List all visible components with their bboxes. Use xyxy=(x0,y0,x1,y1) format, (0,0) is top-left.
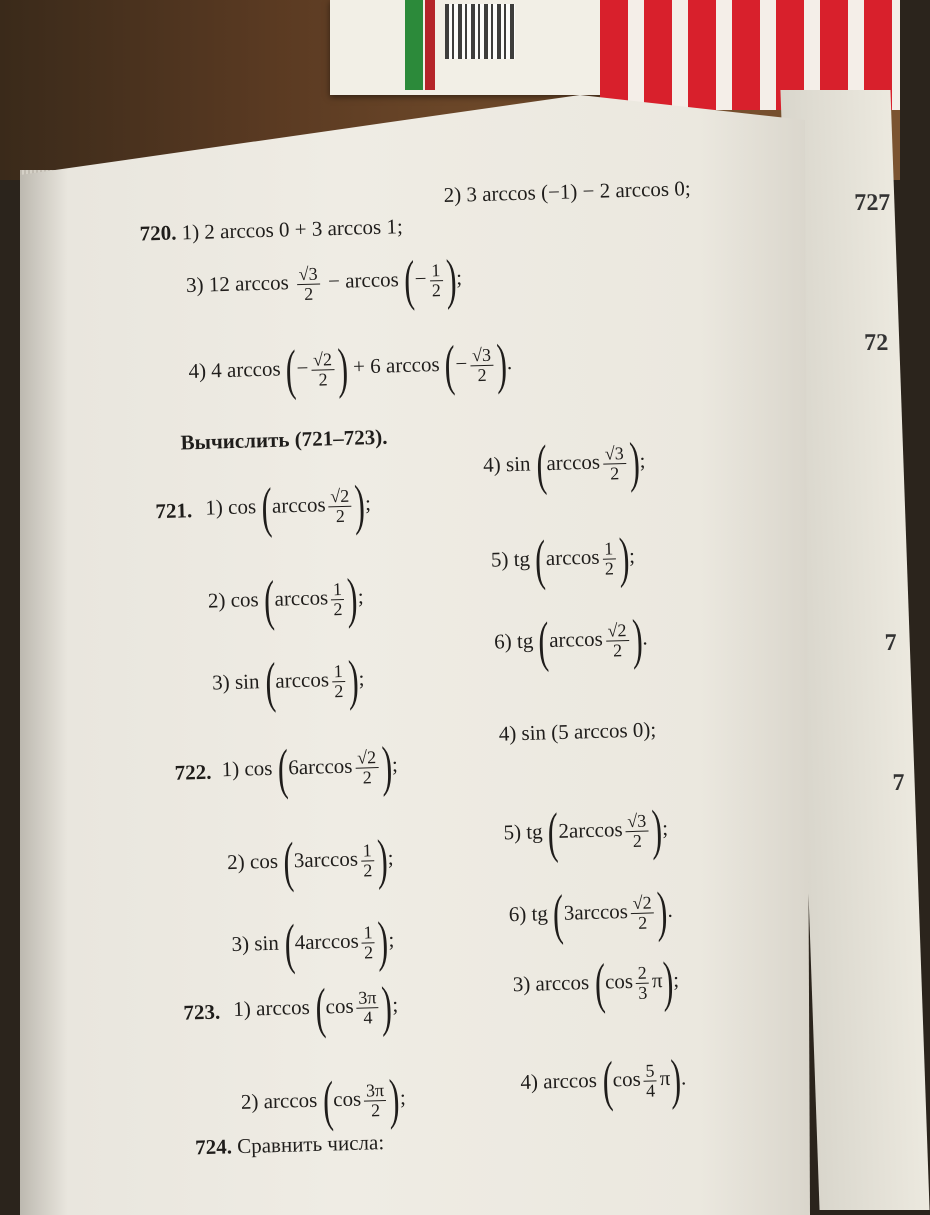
right-paren: ) xyxy=(631,608,644,671)
expr-prefix: 4) arccos xyxy=(520,1067,598,1095)
exercise-number: 721. xyxy=(155,498,193,524)
left-paren: ( xyxy=(537,611,550,674)
expr-prefix: 2) arccos xyxy=(240,1087,318,1114)
fraction xyxy=(328,486,352,525)
numerator: √3 xyxy=(603,444,626,465)
exercise-722-item6 xyxy=(508,881,673,947)
exercise-724 xyxy=(195,1132,384,1158)
left-paren: ( xyxy=(444,334,457,398)
exercise-text: Сравнить числа: xyxy=(236,1130,385,1159)
left-paren: ( xyxy=(282,831,295,894)
exercise-number: 722. xyxy=(174,759,212,785)
expr-end: . xyxy=(641,625,648,650)
exercise-722-item2 xyxy=(226,828,395,894)
fraction xyxy=(296,264,320,303)
expr-prefix: 6) tg xyxy=(493,628,534,654)
right-paren: ) xyxy=(661,950,674,1014)
left-paren: ( xyxy=(534,529,547,592)
expr-prefix: 3) 12 arccos xyxy=(185,270,290,298)
right-paren: ) xyxy=(628,431,641,494)
denominator: 4 xyxy=(363,1006,373,1028)
fraction xyxy=(311,350,335,389)
numerator: 3π xyxy=(364,1081,387,1101)
left-paren: ( xyxy=(593,952,606,1016)
numerator: 1 xyxy=(331,580,345,600)
expr-end: ; xyxy=(388,927,395,952)
expr-end: ; xyxy=(357,584,364,609)
fraction xyxy=(356,988,379,1027)
numerator: √2 xyxy=(311,350,334,371)
fraction xyxy=(643,1061,657,1100)
fraction xyxy=(603,444,627,483)
expr-end: ; xyxy=(387,845,394,870)
numerator: 5 xyxy=(643,1061,657,1081)
fraction xyxy=(360,841,374,880)
expr-prefix: 5) tg xyxy=(503,819,543,845)
fraction xyxy=(602,539,616,578)
denominator: 2 xyxy=(363,941,374,963)
fraction xyxy=(470,345,494,384)
denominator: 2 xyxy=(303,283,314,304)
expr-inner: cos xyxy=(332,1086,362,1112)
left-paren: ( xyxy=(601,1050,614,1113)
expr-end: . xyxy=(680,1065,687,1090)
denominator: 2 xyxy=(318,368,328,390)
left-paren: ( xyxy=(552,883,565,947)
fraction xyxy=(636,963,650,1002)
exercise-721-item5 xyxy=(490,526,636,592)
denominator: 2 xyxy=(362,766,372,788)
numerator: √2 xyxy=(605,621,628,642)
left-paren: ( xyxy=(285,339,298,402)
right-paren: ) xyxy=(347,649,360,712)
fraction xyxy=(625,811,649,850)
right-paren: ) xyxy=(650,799,663,862)
expr-end: ; xyxy=(455,265,463,290)
exercise-722-item3 xyxy=(231,910,395,976)
denominator: 2 xyxy=(363,859,373,881)
right-paren: ) xyxy=(656,881,669,944)
denominator: 4 xyxy=(645,1079,656,1101)
denominator: 2 xyxy=(604,557,615,579)
numerator: 1 xyxy=(361,923,375,943)
expr-inner: arccos xyxy=(545,544,600,571)
numerator: √2 xyxy=(328,486,351,507)
expr-prefix: 5) tg xyxy=(490,546,531,572)
expr-end: . xyxy=(667,897,673,922)
expr-inner: 2arccos xyxy=(558,817,623,843)
exercise-722-item5 xyxy=(503,799,669,865)
right-paren: ) xyxy=(495,333,508,396)
expr-prefix: 6) tg xyxy=(508,901,549,927)
expr-inner: 3arccos xyxy=(563,898,629,925)
fraction xyxy=(605,621,629,660)
expr-middle: − arccos xyxy=(327,267,400,294)
expr-prefix: 1) arccos xyxy=(233,994,311,1022)
fraction xyxy=(361,923,375,962)
expr-post: π xyxy=(659,1065,671,1091)
exercise-720-part3: 3) 12 arccos $\frac{√3}{2}$ − arccos (− $\frac{1}{2}$ ); xyxy=(185,248,463,313)
denominator: 2 xyxy=(333,598,343,619)
left-paren: ( xyxy=(321,1070,334,1133)
numerator: 1 xyxy=(331,662,345,682)
fraction xyxy=(331,580,345,619)
expr-inner: arccos xyxy=(548,626,604,653)
left-paren: ( xyxy=(260,476,273,540)
denominator: 3 xyxy=(638,982,648,1003)
expr-end: ; xyxy=(391,752,399,777)
right-page-number: 7 xyxy=(892,770,906,796)
expr-inner: 6arccos xyxy=(287,753,353,780)
numerator: √3 xyxy=(296,264,319,285)
expr-prefix: 2) cos xyxy=(207,587,259,613)
right-paren: ) xyxy=(388,1068,401,1131)
numerator: √3 xyxy=(625,811,648,832)
right-page-number: 72 xyxy=(863,330,889,356)
expr-end: . xyxy=(506,349,513,375)
expr-prefix: 4) 4 arccos xyxy=(188,356,281,384)
expr-end: ; xyxy=(628,543,636,568)
right-paren: ) xyxy=(444,248,457,311)
numerator: √3 xyxy=(470,345,493,366)
exercise-720-part2: 2) 3 arccos (−1) − 2 arccos 0; xyxy=(443,176,691,208)
denominator: 2 xyxy=(431,279,442,300)
expr-prefix: 2) cos xyxy=(226,848,279,875)
denominator: 2 xyxy=(334,680,344,701)
exercise-721-item6 xyxy=(493,608,648,674)
exercise-721-item4 xyxy=(482,431,647,497)
left-paren: ( xyxy=(263,569,276,633)
exercise-723-item4 xyxy=(520,1048,687,1113)
denominator: 2 xyxy=(612,639,623,660)
exercise-number: 724. xyxy=(194,1134,233,1160)
exercise-721-item3 xyxy=(211,649,365,715)
exercise-number: 723. xyxy=(183,999,221,1025)
expr-end: ; xyxy=(672,967,680,992)
right-paren: ) xyxy=(380,735,393,798)
expr-inner: arccos xyxy=(275,667,330,693)
fraction xyxy=(630,893,654,932)
denominator: 2 xyxy=(477,364,487,385)
exercise-723-item3 xyxy=(512,950,680,1016)
right-page-number: 727 xyxy=(853,190,891,216)
section-heading: Вычислить (721–723). xyxy=(180,424,388,455)
left-paren: ( xyxy=(264,651,277,715)
numerator: 1 xyxy=(602,539,616,559)
expr-prefix: 1) cos xyxy=(204,494,257,520)
left-paren: ( xyxy=(547,802,560,865)
expr-prefix: 1) cos xyxy=(221,755,273,782)
right-paren: ) xyxy=(617,526,630,590)
right-paren: ) xyxy=(381,975,394,1039)
fraction xyxy=(355,748,379,787)
expr-inner: 4arccos xyxy=(294,928,360,955)
numerator: 1 xyxy=(429,261,443,281)
expr-inner: cos xyxy=(612,1066,642,1092)
exercise-723-item1 xyxy=(233,975,399,1040)
exercise-720-part4: 4) 4 arccos (− $\frac{√2}{2}$ ) + 6 arccos (− $\frac{√3}{2}$ ). xyxy=(188,333,513,402)
numerator: √2 xyxy=(630,893,653,914)
expr-prefix: 3) arccos xyxy=(512,970,590,997)
numerator: 3π xyxy=(356,988,379,1008)
expr-inner: arccos xyxy=(271,492,326,518)
expr-inner: 3arccos xyxy=(293,846,359,873)
exercise-part: 1) 2 arccos 0 + 3 arccos 1; xyxy=(181,214,404,245)
exercise-721-item1 xyxy=(204,474,372,540)
numerator: √2 xyxy=(355,748,378,769)
expr-end: ; xyxy=(639,448,646,473)
numerator: 2 xyxy=(636,963,650,983)
right-paren: ) xyxy=(669,1048,682,1112)
expr-inner: arccos xyxy=(274,585,329,611)
expr-inner: arccos xyxy=(546,449,601,476)
expr-middle: + 6 arccos xyxy=(352,352,440,379)
right-page-number: 7 xyxy=(884,630,898,656)
expr-inner: cos xyxy=(604,968,634,994)
left-paren: ( xyxy=(277,738,289,801)
left-paren: ( xyxy=(283,913,296,976)
expr-prefix: 4) sin xyxy=(482,451,531,477)
denominator: 2 xyxy=(335,505,346,526)
denominator: 2 xyxy=(609,462,620,483)
exercise-number: 720. xyxy=(139,220,177,246)
expr-prefix: 3) sin xyxy=(231,930,280,957)
right-paren: ) xyxy=(377,910,390,974)
exercise-722-item1 xyxy=(221,735,399,801)
left-paren: ( xyxy=(403,249,416,313)
expr-end: ; xyxy=(661,815,669,840)
expr-end: ; xyxy=(399,1085,407,1110)
expr-inner: cos xyxy=(325,993,354,1019)
right-paren: ) xyxy=(353,474,366,537)
exercise-723-item2 xyxy=(240,1068,407,1133)
fraction xyxy=(331,662,345,701)
expr-end: ; xyxy=(391,992,399,1017)
right-paren: ) xyxy=(336,337,349,401)
right-paren: ) xyxy=(376,828,389,892)
numerator: 1 xyxy=(360,841,374,861)
fraction xyxy=(364,1081,387,1120)
exercise-721-item2 xyxy=(207,567,364,633)
exercise-720-line1 xyxy=(139,216,403,244)
expr-end: ; xyxy=(364,490,372,516)
denominator: 2 xyxy=(637,912,648,933)
fraction xyxy=(429,261,443,300)
denominator: 2 xyxy=(370,1099,381,1120)
left-paren: ( xyxy=(535,434,548,497)
exercise-722-item4: 4) sin (5 arccos 0); xyxy=(498,717,657,746)
right-paren: ) xyxy=(346,567,359,630)
expr-post: π xyxy=(651,968,663,993)
denominator: 2 xyxy=(632,830,643,851)
left-paren: ( xyxy=(314,977,327,1040)
expr-end: ; xyxy=(358,666,365,691)
expr-prefix: 3) sin xyxy=(211,669,260,695)
